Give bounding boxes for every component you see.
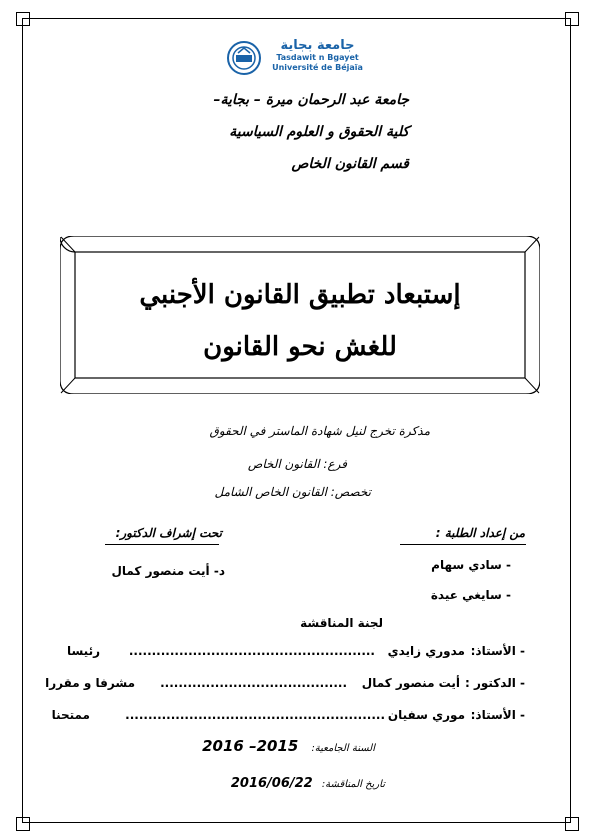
member-name: موري سفيان	[387, 708, 465, 722]
logo-latin-text: Tasdawit n Bgayet	[276, 53, 359, 62]
academic-year-value: 2015– 2016	[202, 737, 299, 755]
border-corner-ornament	[16, 817, 30, 831]
student-name: - سادي سهام	[431, 558, 511, 572]
thesis-title-line2: للغش نحو القانون	[203, 332, 397, 362]
member-title: - الأستاذ:	[470, 644, 525, 658]
student-name: - سايغي عيدة	[430, 588, 511, 602]
member-role: رئيسا	[66, 644, 100, 658]
university-name: جامعة عبد الرحمان ميرة – بجاية–	[213, 92, 409, 108]
students-heading: من إعداد الطلبة :	[435, 526, 525, 540]
border-corner-ornament	[565, 12, 579, 26]
supervisor-name: د- أيت منصور كمال	[111, 564, 225, 578]
department-name: قسم القانون الخاص	[291, 156, 409, 172]
specialty-line: تخصص: القانون الخاص الشامل	[214, 485, 371, 499]
divider	[105, 544, 219, 545]
committee-member	[45, 708, 525, 728]
university-emblem-icon	[225, 40, 263, 76]
defense-date	[231, 772, 385, 791]
faculty-name: كلية الحقوق و العلوم السياسية	[229, 124, 409, 140]
committee-member	[45, 676, 525, 696]
border-corner-ornament	[16, 12, 30, 26]
member-title: - الدكتور :	[465, 676, 525, 690]
member-dots: .........................................	[160, 676, 347, 690]
committee-heading: لجنة المناقشة	[300, 616, 383, 630]
defense-date-label: تاريخ المناقشة:	[321, 779, 385, 790]
thesis-title-line1: إستبعاد تطبيق القانون الأجنبي	[139, 280, 461, 310]
member-name: مدوري زايدي	[387, 644, 465, 658]
branch-line: فرع: القانون الخاص	[247, 457, 347, 471]
member-role: مشرفا و مقررا	[45, 676, 135, 690]
defense-date-value: 2016/06/22	[230, 776, 313, 791]
member-title: - الأستاذ:	[470, 708, 525, 722]
academic-year-label: السنة الجامعية:	[311, 743, 375, 754]
logo-arabic-text: جامعة بجاية	[280, 38, 355, 53]
supervisor-heading: تحت إشراف الدكتور:	[115, 526, 222, 540]
title-frame	[60, 236, 540, 394]
border-corner-ornament	[565, 817, 579, 831]
member-name: أيت منصور كمال	[361, 676, 460, 690]
member-dots: .........................................................	[125, 708, 385, 722]
member-role: ممتحنا	[51, 708, 90, 722]
member-dots: ......................................................	[128, 644, 375, 658]
logo-latin-text-2: Université de Béjaïa	[272, 63, 363, 72]
university-logo	[225, 38, 370, 78]
divider	[400, 544, 526, 545]
committee-member	[45, 644, 525, 664]
degree-statement: مذكرة تخرج لنيل شهادة الماستر في الحقوق	[209, 424, 430, 438]
academic-year	[202, 736, 375, 755]
